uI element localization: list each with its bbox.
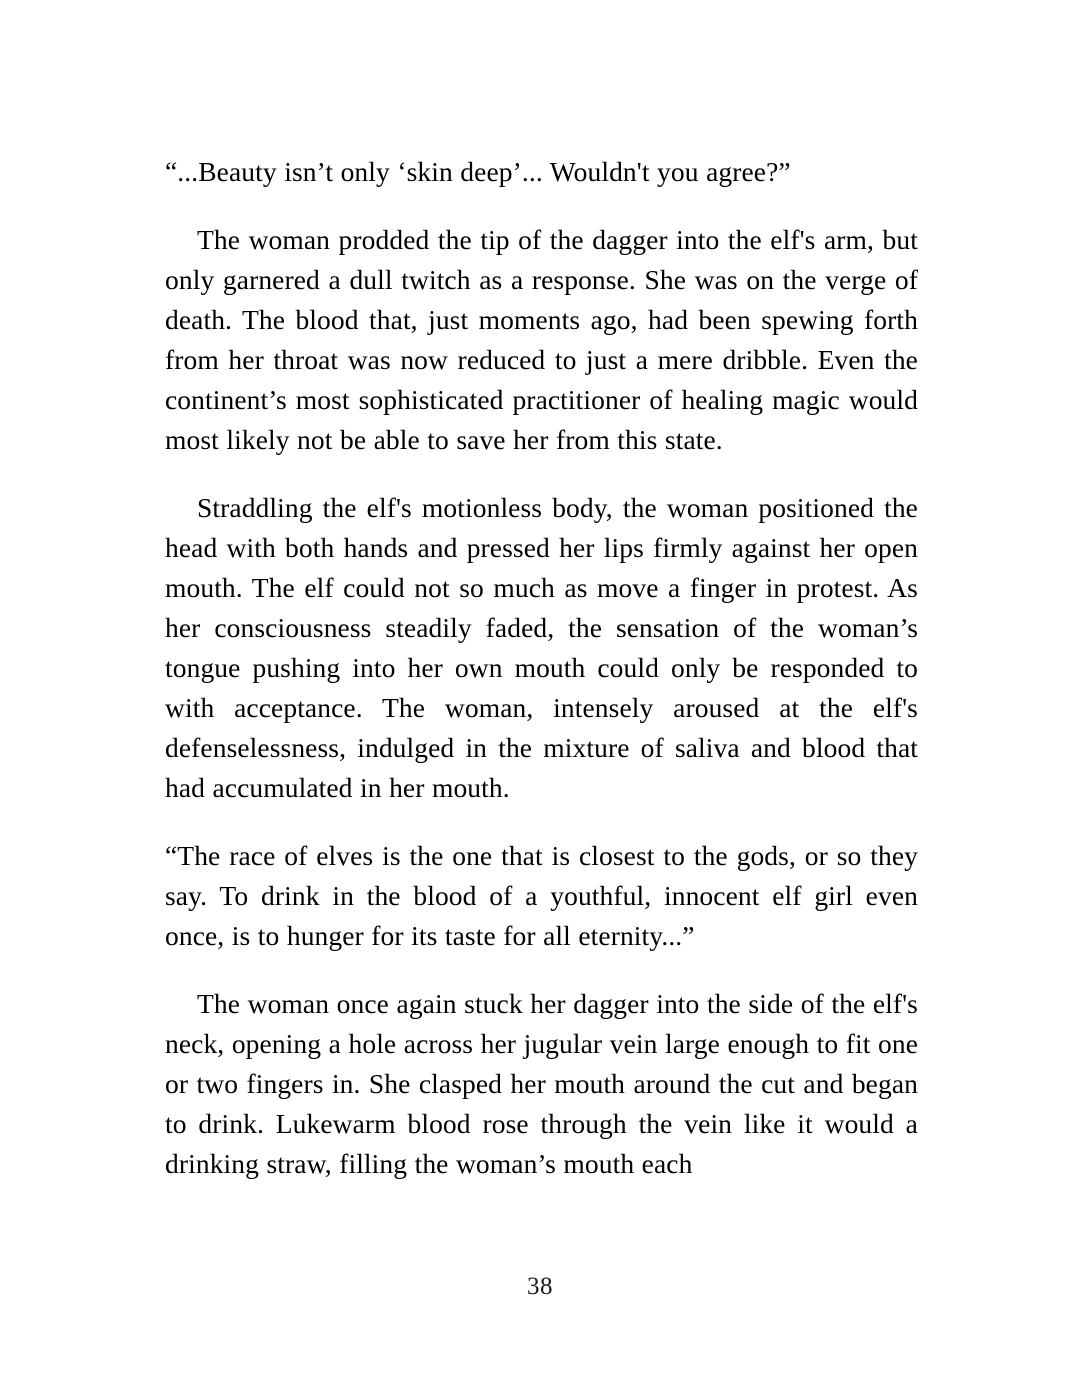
text-column: [165, 152, 918, 1184]
page-number: 38: [527, 1273, 553, 1300]
paragraph-dialogue-race-of-elves: “The race of elves is the one that is closest to the gods, or so they say. To drink in the blood of a youthful, innocent elf girl even once, is to hunger for its taste for all eternity...”: [165, 840, 918, 951]
paragraph-narration-dagger-arm: The woman prodded the tip of the dagger into the elf's arm, but only garnered a dull twitch as a response. She was on the verge of death. The blood that, just moments ago, had been spewing forth from her throat was now reduced to just a mere dribble. Even the continent’s most sophisticated practitioner of healing magic would most likely not be able to save her from this state.: [165, 224, 918, 455]
paragraph-narration-jugular: The woman once again stuck her dagger into the side of the elf's neck, opening a hole across her jugular vein large enough to fit one or two fingers in. She clasped her mouth around the cut and began to drink. Lukewarm blood rose through the vein like it would a drinking straw, filling the woman’s mouth each: [165, 988, 918, 1179]
paragraph-dialogue-opening: “...Beauty isn’t only ‘skin deep’... Wouldn't you agree?”: [165, 156, 791, 187]
paragraph-narration-straddling: Straddling the elf's motionless body, the woman positioned the head with both hands and pressed her lips firmly against her open mouth. The elf could not so much as move a finger in protest. As her consciousness steadily faded, the sensation of the woman’s tongue pushing into her own mouth could only be responded to with acceptance. The woman, intensely aroused at the elf's defenselessness, indulged in the mixture of saliva and blood that had accumulated in her mouth.: [165, 492, 918, 803]
